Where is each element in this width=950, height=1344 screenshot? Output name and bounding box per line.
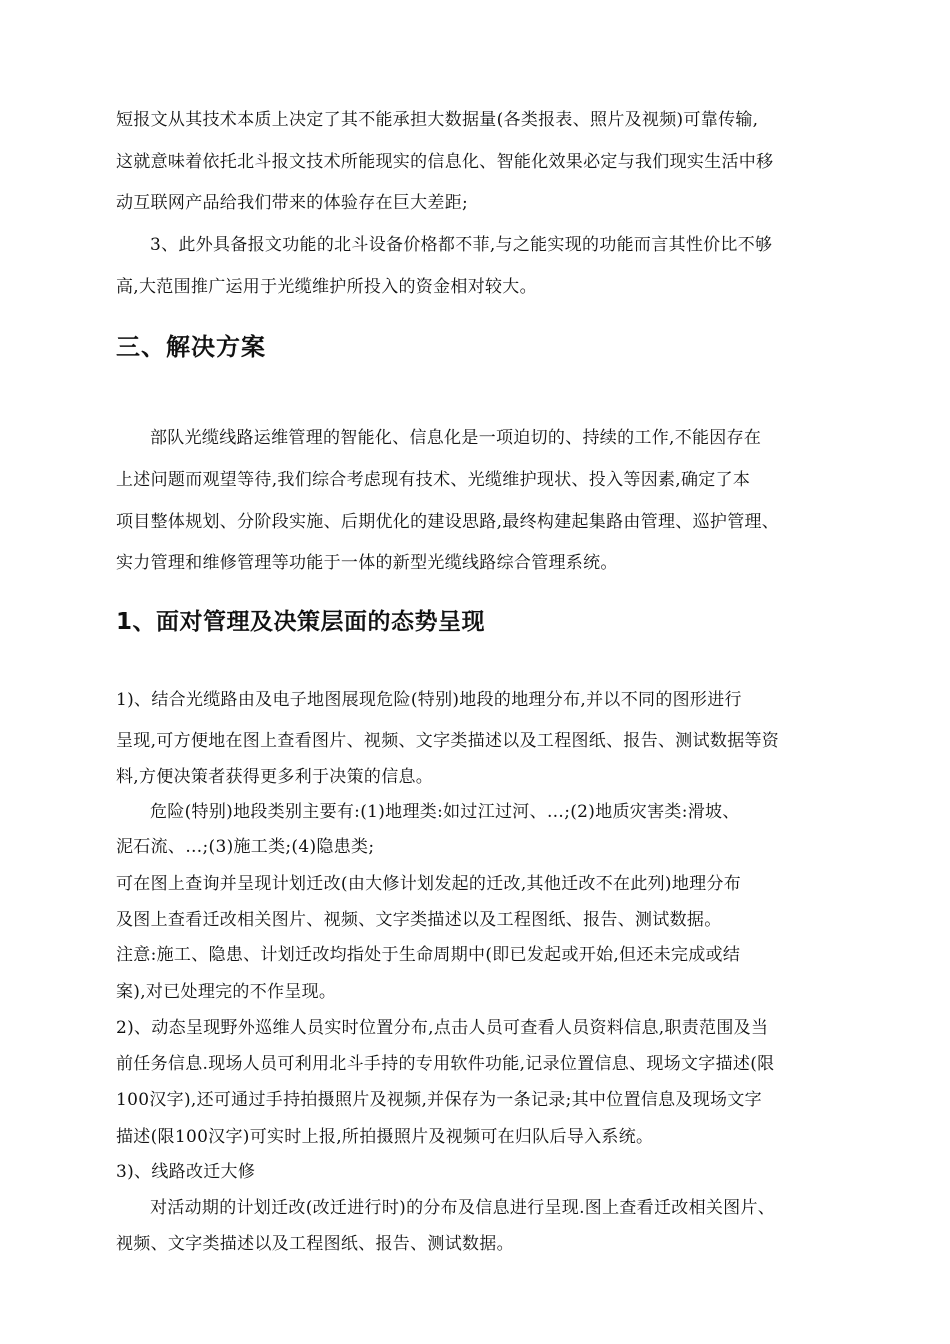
subsection-heading: 1、面对管理及决策层面的态势呈现	[116, 609, 486, 635]
item3-line-2: 视频、文字类描述以及工程图纸、报告、测试数据。	[116, 1234, 514, 1254]
paragraph-cost-line-2: 高,大范围推广运用于光缆维护所投入的资金相对较大。	[116, 277, 537, 297]
paragraph-limits-line-2: 这就意味着依托北斗报文技术所能现实的信息化、智能化效果必定与我们现实生活中移	[116, 152, 774, 172]
item2-line-2: 前任务信息.现场人员可利用北斗手持的专用软件功能,记录位置信息、现场文字描述(限	[116, 1054, 775, 1074]
item1-line-1: 1)、结合光缆路由及电子地图展现危险(特别)地段的地理分布,并以不同的图形进行	[116, 690, 742, 710]
paragraph-intro-line-2: 上述问题而观望等待,我们综合考虑现有技术、光缆维护现状、投入等因素,确定了本	[116, 470, 751, 490]
item2-line-1: 2)、动态呈现野外巡维人员实时位置分布,点击人员可查看人员资料信息,职责范围及当	[116, 1018, 769, 1038]
item1-line-3: 料,方便决策者获得更多利于决策的信息。	[116, 767, 434, 787]
paragraph-intro-line-1: 部队光缆线路运维管理的智能化、信息化是一项迫切的、持续的工作,不能因存在	[150, 428, 762, 448]
danger-types-line-2: 泥石流、…;(3)施工类;(4)隐患类;	[116, 837, 375, 857]
paragraph-intro-line-4: 实力管理和维修管理等功能于一体的新型光缆线路综合管理系统。	[116, 553, 618, 573]
note-line-2: 案),对已处理完的不作呈现。	[116, 982, 337, 1002]
paragraph-intro-line-3: 项目整体规划、分阶段实施、后期优化的建设思路,最终构建起集路由管理、巡护管理、	[116, 512, 780, 532]
danger-types-line-1: 危险(特别)地段类别主要有:(1)地理类:如过江过河、…;(2)地质灾害类:滑坡、	[150, 802, 740, 822]
paragraph-cost-line-1: 3、此外具备报文功能的北斗设备价格都不菲,与之能实现的功能而言其性价比不够	[150, 235, 773, 255]
section-heading: 三、解决方案	[116, 333, 266, 361]
paragraph-limits-line-3: 动互联网产品给我们带来的体验存在巨大差距;	[116, 193, 469, 213]
note-line-1: 注意:施工、隐患、计划迁改均指处于生命周期中(即已发起或开始,但还未完成或结	[116, 945, 741, 965]
item3-title: 3)、线路改迁大修	[116, 1162, 256, 1182]
item2-line-4: 描述(限100汉字)可实时上报,所拍摄照片及视频可在归队后导入系统。	[116, 1127, 654, 1147]
item3-line-1: 对活动期的计划迁改(改迁进行时)的分布及信息进行呈现.图上查看迁改相关图片、	[150, 1198, 776, 1218]
item1-line-2: 呈现,可方便地在图上查看图片、视频、文字类描述以及工程图纸、报告、测试数据等资	[116, 731, 780, 751]
relocation-query-line-2: 及图上查看迁改相关图片、视频、文字类描述以及工程图纸、报告、测试数据。	[116, 910, 722, 930]
item2-line-3: 100汉字),还可通过手持拍摄照片及视频,并保存为一条记录;其中位置信息及现场文字	[116, 1090, 762, 1110]
paragraph-limits-line-1: 短报文从其技术本质上决定了其不能承担大数据量(各类报表、照片及视频)可靠传输,	[116, 110, 759, 130]
relocation-query-line-1: 可在图上查询并呈现计划迁改(由大修计划发起的迁改,其他迁改不在此列)地理分布	[116, 874, 742, 894]
